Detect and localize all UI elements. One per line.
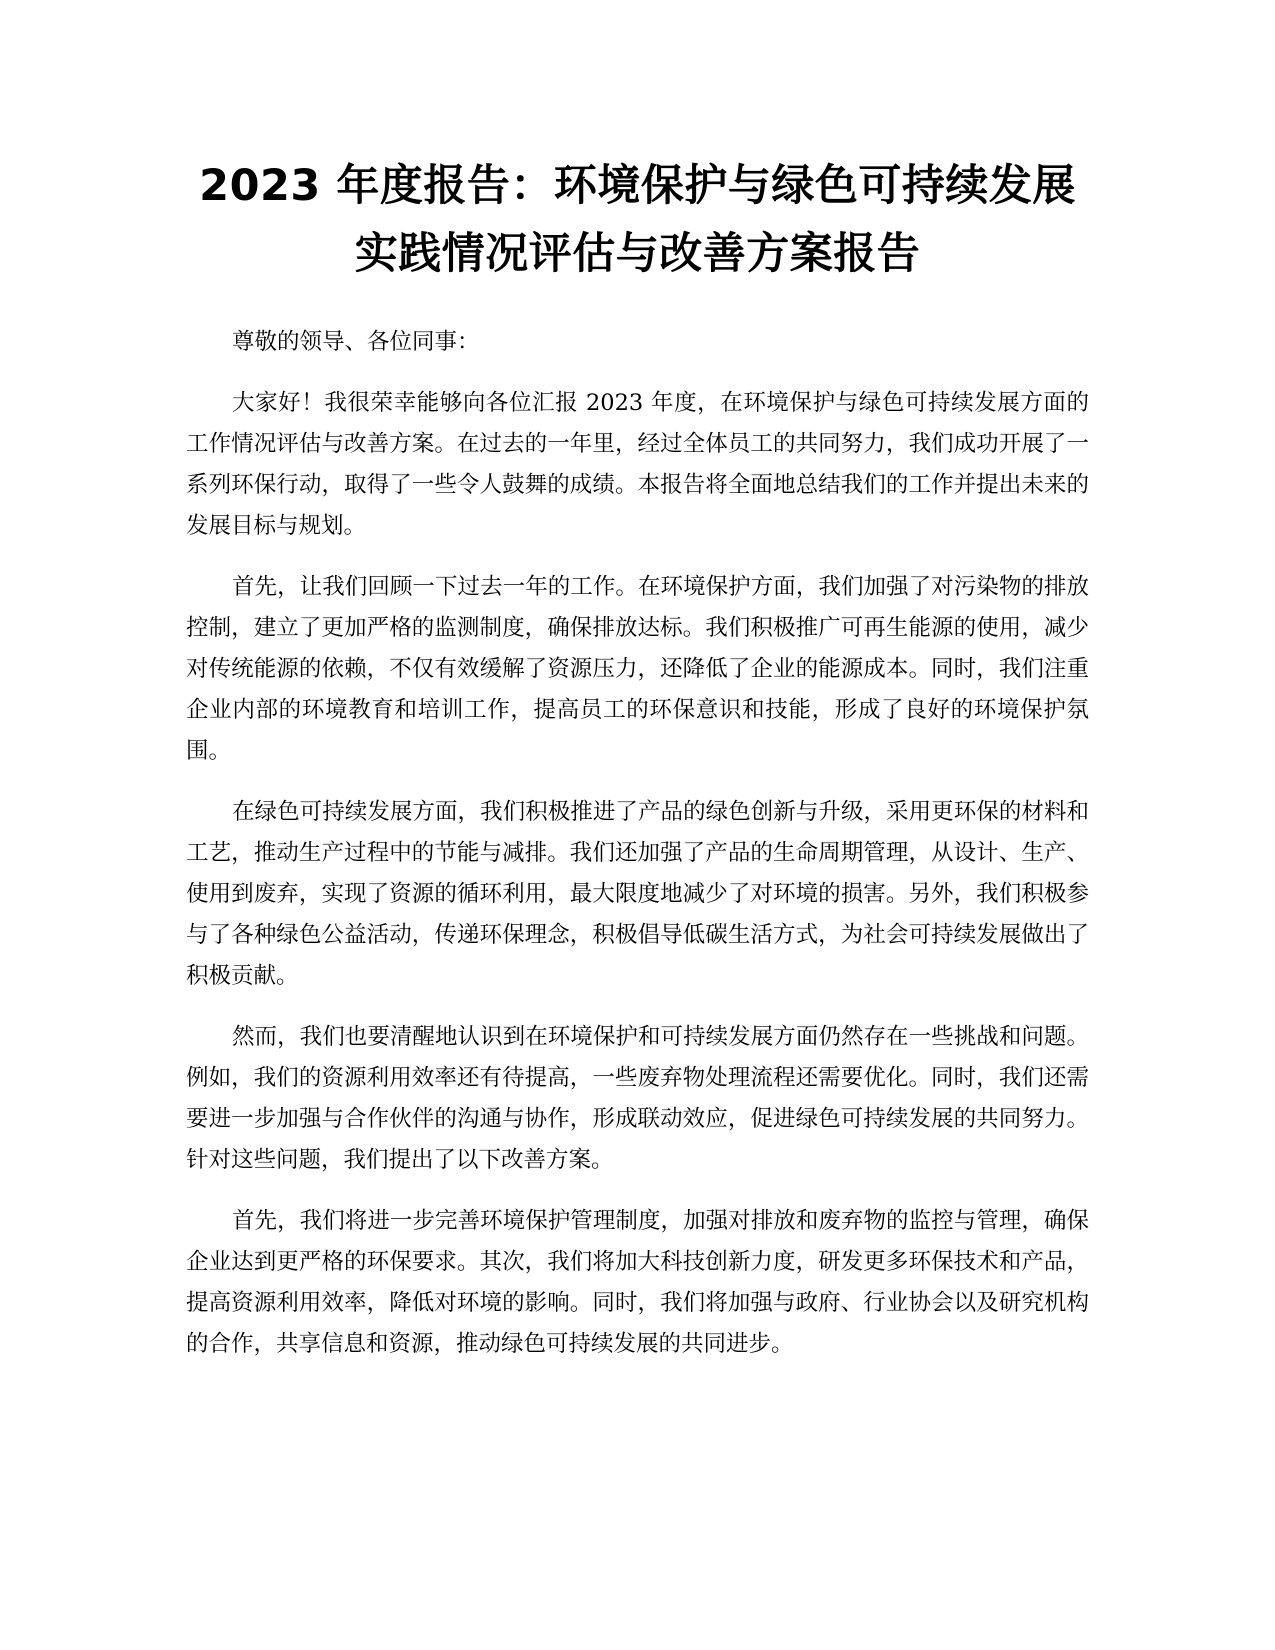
document-body [186, 322, 1089, 1385]
paragraph-1: 大家好！我很荣幸能够向各位汇报 2023 年度，在环境保护与绿色可持续发展方面的工作情况评估与改善方案。在过去的一年里，经过全体员工的共同努力，我们成功开展了一系列环保行动，取得了一些令人鼓舞的成绩。本报告将全面地总结我们的工作并提出未来的发展目标与规划。 [186, 390, 1089, 539]
title-line-2: 实践情况评估与改善方案报告 [354, 229, 921, 279]
title-line-1: 2023 年度报告：环境保护与绿色可持续发展 [199, 161, 1076, 211]
document-title [150, 152, 1125, 288]
paragraph-2: 首先，让我们回顾一下过去一年的工作。在环境保护方面，我们加强了对污染物的排放控制，建立了更加严格的监测制度，确保排放达标。我们积极推广可再生能源的使用，减少对传统能源的依赖，不仅有效缓解了资源压力，还降低了企业的能源成本。同时，我们注重企业内部的环境教育和培训工作，提高员工的环保意识和技能，形成了良好的环境保护氛围。 [186, 574, 1089, 764]
paragraph-5: 首先，我们将进一步完善环境保护管理制度，加强对排放和废弃物的监控与管理，确保企业达到更严格的环保要求。其次，我们将加大科技创新力度，研发更多环保技术和产品，提高资源利用效率，降低对环境的影响。同时，我们将加强与政府、行业协会以及研究机构的合作，共享信息和资源，推动绿色可持续发展的共同进步。 [186, 1208, 1089, 1357]
paragraph-4: 然而，我们也要清醒地认识到在环境保护和可持续发展方面仍然存在一些挑战和问题。例如，我们的资源利用效率还有待提高，一些废弃物处理流程还需要优化。同时，我们还需要进一步加强与合作伙伴的沟通与协作，形成联动效应，促进绿色可持续发展的共同努力。针对这些问题，我们提出了以下改善方案。 [186, 1024, 1089, 1173]
paragraph-3: 在绿色可持续发展方面，我们积极推进了产品的绿色创新与升级，采用更环保的材料和工艺，推动生产过程中的节能与减排。我们还加强了产品的生命周期管理，从设计、生产、使用到废弃，实现了资源的循环利用，最大限度地减少了对环境的损害。另外，我们积极参与了各种绿色公益活动，传递环保理念，积极倡导低碳生活方式，为社会可持续发展做出了积极贡献。 [186, 799, 1089, 989]
greeting: 尊敬的领导、各位同事： [232, 329, 480, 355]
